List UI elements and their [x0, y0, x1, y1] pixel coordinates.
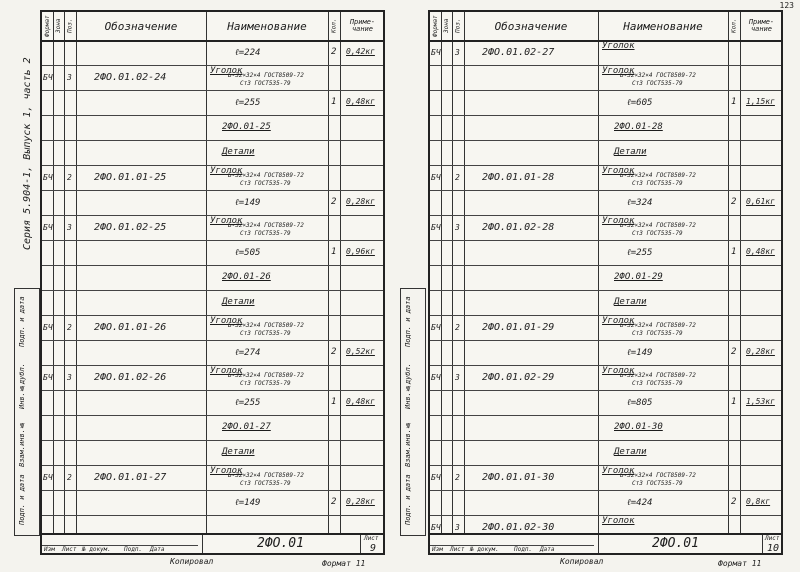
row-mass: 0,28кг [746, 347, 775, 356]
row-length: ℓ=324 [627, 198, 653, 208]
row-quantity: 2 [331, 47, 337, 57]
row-position: 2 [455, 323, 460, 332]
row-length: ℓ=255 [235, 98, 261, 108]
row-position: 2 [455, 473, 460, 482]
footer-label: Подп. [124, 546, 143, 553]
row-spec-steel: Ст3 ГОСТ535-79 [240, 180, 291, 187]
row-name: Уголок [210, 216, 243, 226]
row-assembly-title: Детали [614, 297, 647, 307]
footer-label: Изм [44, 546, 55, 553]
row-name: Уголок [602, 216, 635, 226]
row-spec-steel: Ст3 ГОСТ535-79 [632, 230, 683, 237]
row-spec-profile: Б-32×32×4 ГОСТ8509-72 [620, 372, 696, 379]
header-name: Наименование [623, 19, 703, 33]
row-name: Уголок [210, 366, 243, 376]
row-length: ℓ=605 [627, 98, 653, 108]
row-format: БЧ [43, 323, 53, 332]
row-assembly-title: Детали [614, 147, 647, 157]
format-note: Формат 11 [718, 559, 762, 568]
row-name: Уголок [602, 366, 635, 376]
row-spec-steel: Ст3 ГОСТ535-79 [632, 80, 683, 87]
row-spec-profile: Б-32×32×4 ГОСТ8509-72 [228, 372, 304, 379]
row-position: 3 [455, 373, 460, 382]
row-length: ℓ=149 [235, 498, 261, 508]
row-mass: 0,28кг [346, 197, 375, 206]
row-mass: 0,48кг [346, 397, 375, 406]
margin-label: Подп. и дата [404, 474, 412, 525]
row-format: БЧ [431, 173, 441, 182]
row-name: Уголок [210, 316, 243, 326]
footer-label: Лист [62, 546, 77, 553]
row-format: БЧ [431, 523, 441, 532]
row-name: Уголок [602, 166, 635, 176]
row-assembly-title: 2ФО.01-28 [614, 122, 663, 132]
footer-label: № докум. [470, 546, 499, 553]
row-assembly-title: 2ФО.01-27 [222, 422, 271, 432]
title-block-right [428, 533, 783, 555]
row-format: БЧ [43, 473, 53, 482]
row-name: Уголок [210, 466, 243, 476]
header-note: Приме-чание [748, 18, 775, 33]
margin-label: Подп. и дата [18, 474, 26, 525]
row-position: 2 [67, 173, 72, 182]
row-quantity: 2 [731, 497, 737, 507]
margin-label: Взам.инв.№ [404, 421, 412, 467]
margin-label: Подп. и дата [18, 296, 26, 347]
row-spec-profile: Б-32×32×4 ГОСТ8509-72 [228, 472, 304, 479]
row-length: ℓ=255 [235, 398, 261, 408]
row-quantity: 2 [331, 347, 337, 357]
row-spec-profile: Б-32×32×4 ГОСТ8509-72 [228, 172, 304, 179]
row-mass: 0,42кг [346, 47, 375, 56]
footer-sheet-label: Лист [765, 535, 780, 542]
row-position: 2 [67, 473, 72, 482]
footer-label: Дата [540, 546, 555, 553]
row-spec-profile: Б-32×32×4 ГОСТ8509-72 [620, 322, 696, 329]
row-quantity: 2 [331, 197, 337, 207]
footer-doc-code: 2ФО.01 [652, 536, 699, 551]
row-mass: 0,28кг [346, 497, 375, 506]
row-spec-profile: Б-32×32×4 ГОСТ8509-72 [228, 72, 304, 79]
row-spec-profile: Б-32×32×4 ГОСТ8509-72 [620, 472, 696, 479]
row-assembly-title: 2ФО.01-25 [222, 122, 271, 132]
row-assembly-title: Детали [222, 297, 255, 307]
footer-label: № докум. [82, 546, 111, 553]
footer-doc-code: 2ФО.01 [257, 536, 304, 551]
row-mass: 1,53кг [746, 397, 775, 406]
row-quantity: 2 [731, 347, 737, 357]
spec-sheet-right [428, 10, 783, 538]
row-spec-steel: Ст3 ГОСТ535-79 [632, 330, 683, 337]
header-note: Приме-чание [349, 18, 376, 33]
header-qty: Кол. [730, 18, 738, 34]
row-name: Уголок [602, 41, 635, 51]
row-spec-profile: Б-32×32×4 ГОСТ8509-72 [228, 322, 304, 329]
row-spec-steel: Ст3 ГОСТ535-79 [240, 330, 291, 337]
row-mass: 0,48кг [746, 247, 775, 256]
row-quantity: 1 [731, 247, 737, 257]
row-mass: 0,96кг [346, 247, 375, 256]
footer-sheet-number: 9 [370, 543, 377, 554]
row-length: ℓ=149 [235, 198, 261, 208]
row-length: ℓ=805 [627, 398, 653, 408]
row-length: ℓ=224 [235, 48, 261, 58]
row-designation: 2ФО.01.01-28 [482, 172, 555, 183]
corner-mark: 123 [779, 1, 794, 10]
row-mass: 0,52кг [346, 347, 375, 356]
row-mass: 0,61кг [746, 197, 775, 206]
footer-label: Изм [432, 546, 443, 553]
row-name: Уголок [210, 166, 243, 176]
series-label: Серия 5.904-1, Выпуск 1, часть 2 [22, 57, 33, 250]
row-designation: 2ФО.01.02-25 [94, 222, 167, 233]
margin-label: Взам.инв.№ [18, 421, 26, 467]
row-position: 2 [67, 323, 72, 332]
row-format: БЧ [431, 48, 441, 57]
margin-stamp-strip-right [400, 288, 426, 536]
row-spec-steel: Ст3 ГОСТ535-79 [240, 230, 291, 237]
header-zone: Зона [443, 18, 450, 34]
row-spec-steel: Ст3 ГОСТ535-79 [632, 380, 683, 387]
copied-note: Копировал [560, 557, 604, 566]
row-spec-steel: Ст3 ГОСТ535-79 [240, 480, 291, 487]
row-spec-steel: Ст3 ГОСТ535-79 [240, 380, 291, 387]
row-designation: 2ФО.01.02-24 [94, 72, 167, 83]
row-length: ℓ=505 [235, 248, 261, 258]
header-pos: Поз. [454, 18, 462, 34]
row-spec-steel: Ст3 ГОСТ535-79 [240, 80, 291, 87]
header-designation: Обозначение [494, 19, 568, 33]
row-format: БЧ [431, 373, 441, 382]
row-length: ℓ=149 [627, 348, 653, 358]
row-position: 3 [455, 523, 460, 532]
row-length: ℓ=255 [627, 248, 653, 258]
row-format: БЧ [43, 373, 53, 382]
header-pos: Поз. [66, 18, 74, 34]
row-position: 3 [67, 73, 72, 82]
row-mass: 0,8кг [746, 497, 771, 506]
footer-label: Дата [150, 546, 165, 553]
margin-label: Инв.№дубл. [404, 363, 412, 409]
footer-label: Лист [450, 546, 465, 553]
row-name: Уголок [602, 316, 635, 326]
row-position: 3 [67, 373, 72, 382]
row-quantity: 1 [331, 247, 337, 257]
row-assembly-title: 2ФО.01-30 [614, 422, 663, 432]
row-format: БЧ [43, 73, 53, 82]
row-spec-steel: Ст3 ГОСТ535-79 [632, 480, 683, 487]
row-format: БЧ [431, 473, 441, 482]
copied-note: Копировал [170, 557, 214, 566]
row-designation: 2ФО.01.01-29 [482, 322, 555, 333]
row-designation: 2ФО.01.01-27 [94, 472, 167, 483]
row-quantity: 2 [331, 497, 337, 507]
row-designation: 2ФО.01.02-27 [482, 47, 555, 58]
footer-label: Подп. [514, 546, 533, 553]
row-position: 3 [67, 223, 72, 232]
row-position: 2 [455, 173, 460, 182]
footer-sheet-label: Лист [364, 535, 379, 542]
row-format: БЧ [43, 223, 53, 232]
row-quantity: 1 [731, 397, 737, 407]
row-designation: 2ФО.01.01-30 [482, 472, 555, 483]
row-format: БЧ [431, 323, 441, 332]
row-mass: 1,15кг [746, 97, 775, 106]
row-assembly-title: Детали [614, 447, 647, 457]
row-quantity: 1 [731, 97, 737, 107]
header-name: Наименование [227, 19, 307, 33]
header-format: Формат [432, 15, 439, 37]
header-format: Формат [44, 15, 51, 37]
row-position: 3 [455, 48, 460, 57]
row-name: Уголок [602, 516, 635, 526]
header-qty: Кол. [330, 18, 338, 34]
row-length: ℓ=274 [235, 348, 261, 358]
row-designation: 2ФО.01.01-25 [94, 172, 167, 183]
margin-label: Подп. и дата [404, 296, 412, 347]
row-name: Уголок [210, 66, 243, 76]
row-quantity: 2 [731, 197, 737, 207]
row-name: Уголок [602, 466, 635, 476]
header-zone: Зона [55, 18, 62, 34]
row-assembly-title: Детали [222, 447, 255, 457]
row-designation: 2ФО.01.02-30 [482, 522, 555, 533]
row-designation: 2ФО.01.02-29 [482, 372, 555, 383]
row-length: ℓ=424 [627, 498, 653, 508]
header-designation: Обозначение [104, 19, 178, 33]
row-position: 3 [455, 223, 460, 232]
row-spec-profile: Б-32×32×4 ГОСТ8509-72 [228, 222, 304, 229]
row-designation: 2ФО.01.01-26 [94, 322, 167, 333]
row-spec-profile: Б-32×32×4 ГОСТ8509-72 [620, 222, 696, 229]
row-designation: 2ФО.01.02-26 [94, 372, 167, 383]
row-format: БЧ [43, 173, 53, 182]
spec-sheet-left [40, 10, 385, 538]
margin-stamp-strip [14, 288, 40, 536]
row-designation: 2ФО.01.02-28 [482, 222, 555, 233]
row-spec-steel: Ст3 ГОСТ535-79 [632, 180, 683, 187]
row-assembly-title: 2ФО.01-29 [614, 272, 663, 282]
row-assembly-title: Детали [222, 147, 255, 157]
format-note: Формат 11 [322, 559, 366, 568]
row-quantity: 1 [331, 397, 337, 407]
margin-label: Инв.№дубл. [18, 363, 26, 409]
footer-sheet-number: 10 [767, 543, 780, 554]
title-block-left [40, 533, 385, 555]
row-format: БЧ [431, 223, 441, 232]
row-name: Уголок [602, 66, 635, 76]
row-spec-profile: Б-32×32×4 ГОСТ8509-72 [620, 72, 696, 79]
row-assembly-title: 2ФО.01-26 [222, 272, 271, 282]
row-spec-profile: Б-32×32×4 ГОСТ8509-72 [620, 172, 696, 179]
row-mass: 0,48кг [346, 97, 375, 106]
row-quantity: 1 [331, 97, 337, 107]
